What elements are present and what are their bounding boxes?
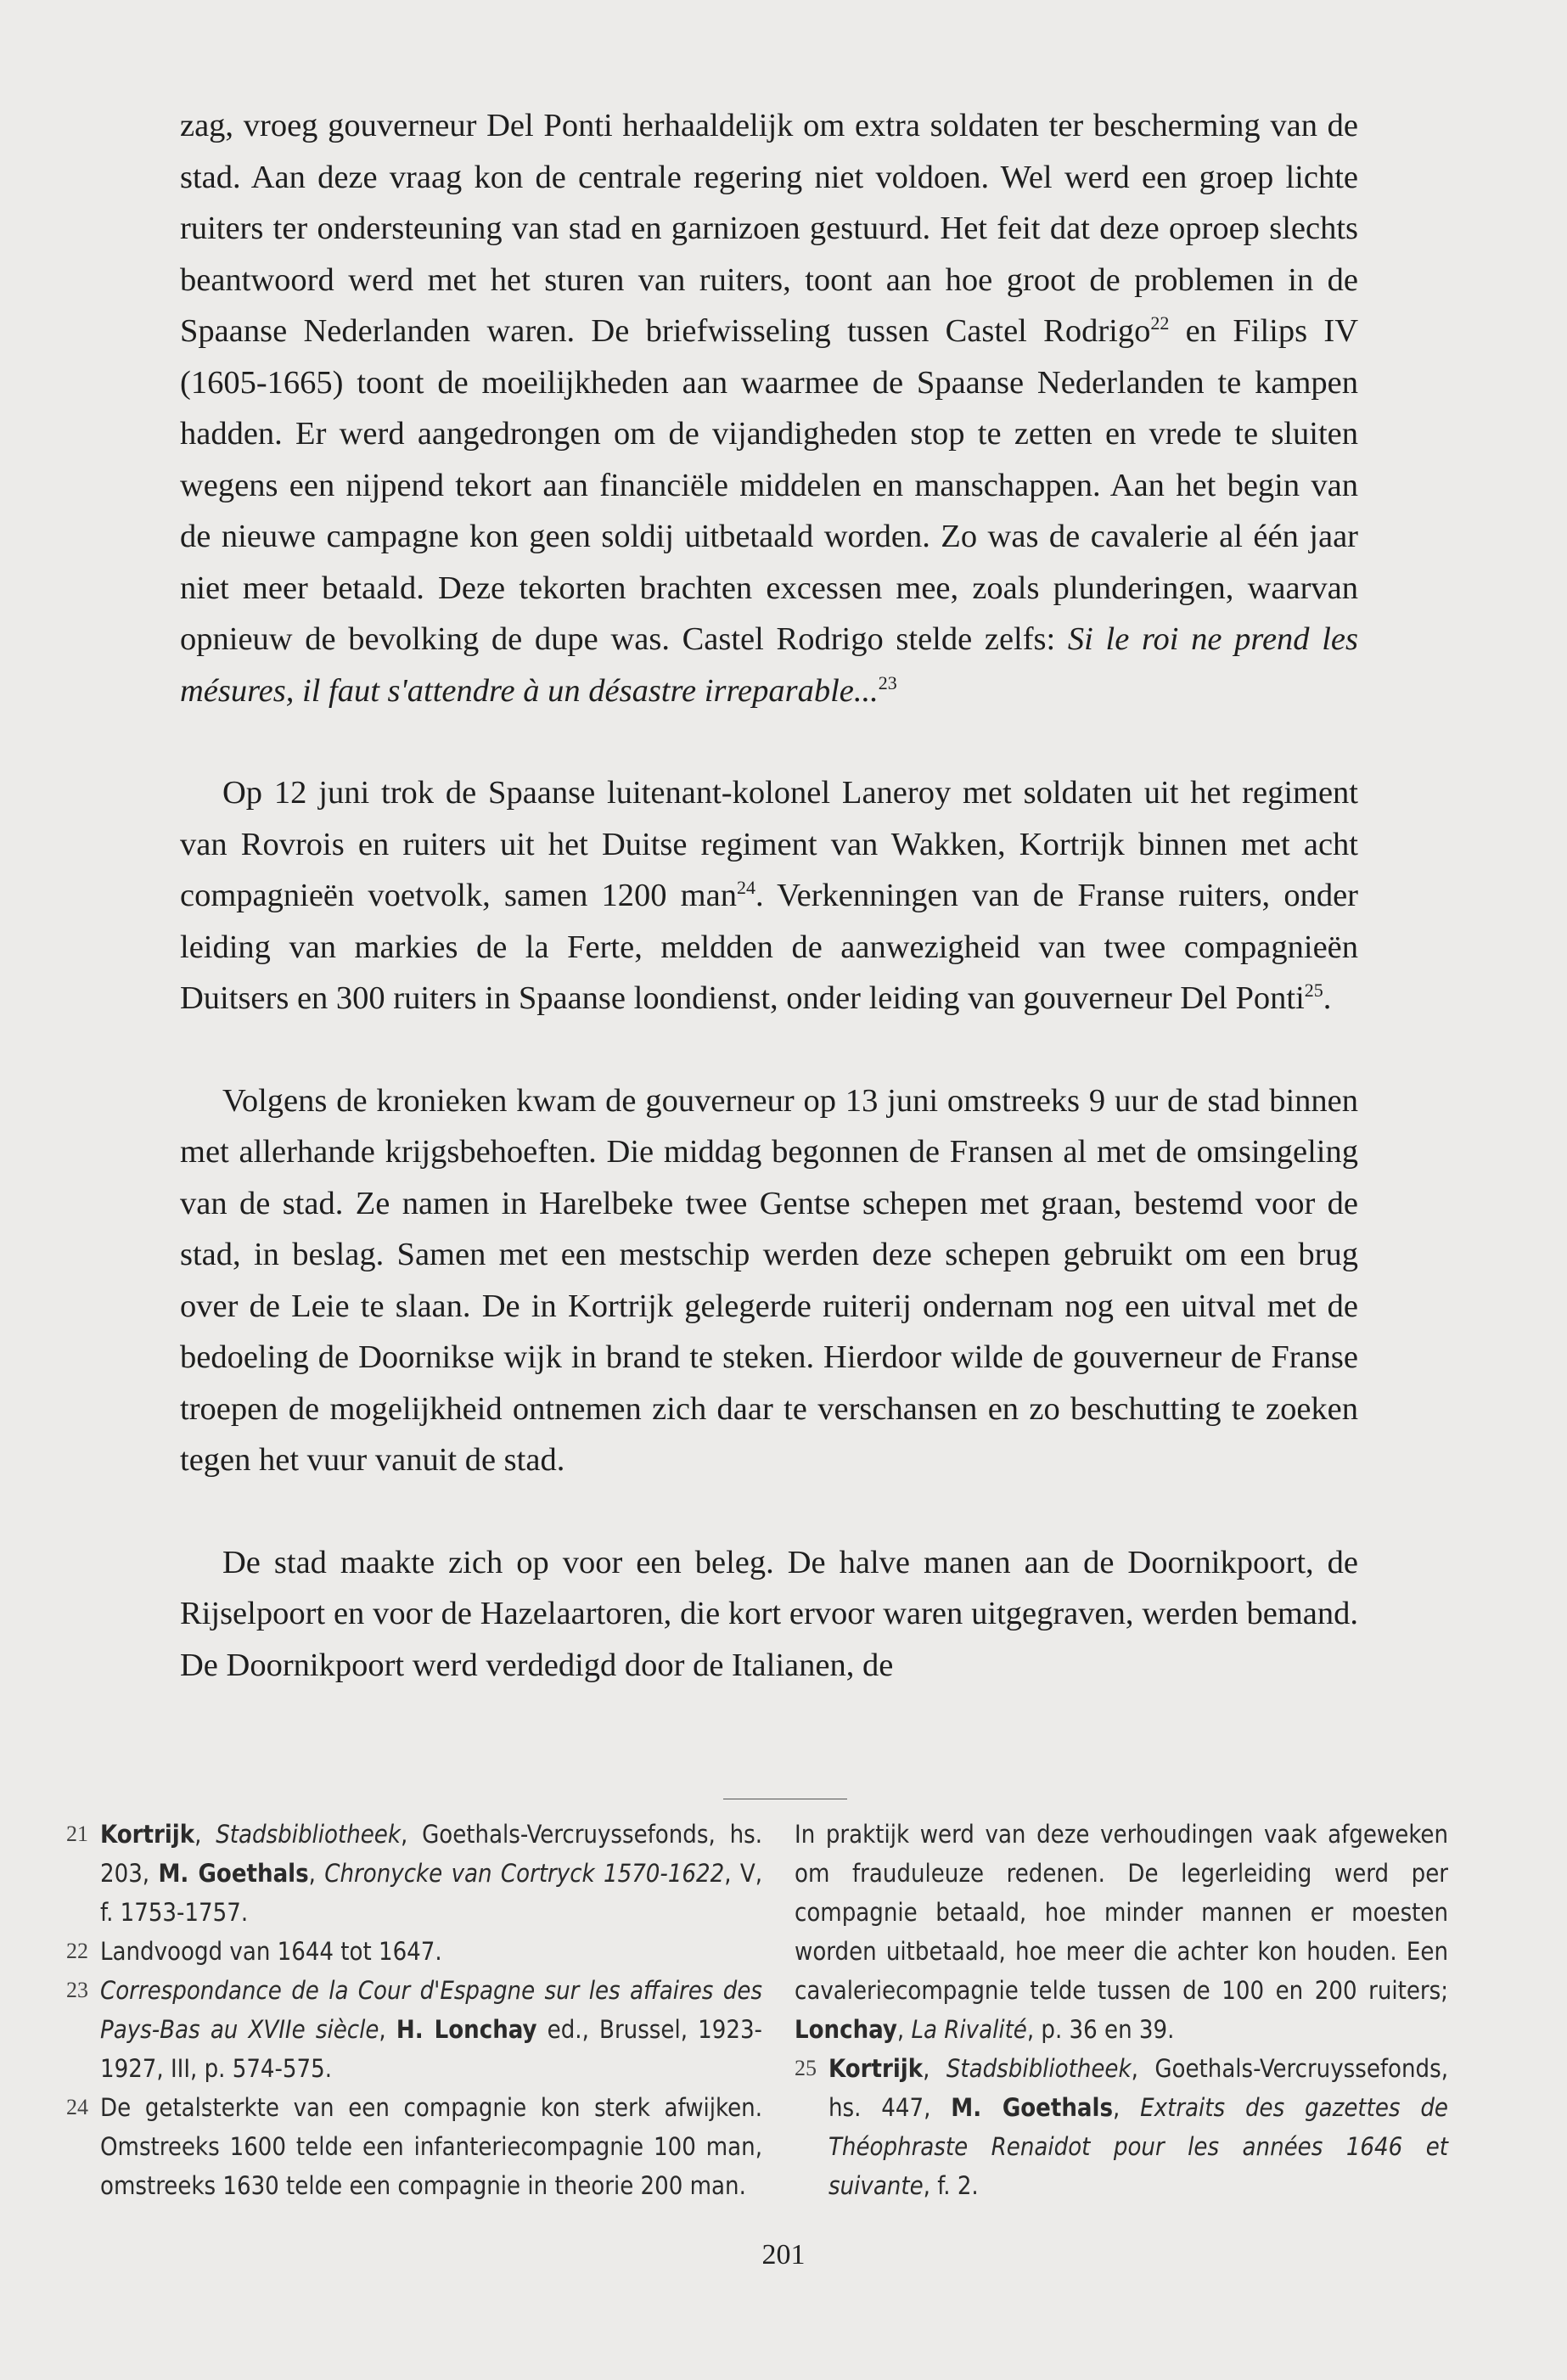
footnote-text: , [1113, 2093, 1141, 2122]
footnote-text: De getalsterkte van een compagnie kon sterk afwijken. Omstreeks 1600 telde een infanteriecompagnie 100 man, omstreeks 1630 telde een compagnie in theorie 200 man. [100, 2093, 762, 2200]
footnote-24 [66, 2088, 762, 2205]
footnote-text: , Goethals-Vercruyssefonds, hs. 447, [828, 2054, 1448, 2122]
footnote-text: , [194, 1820, 216, 1849]
footnote-text: Landvoogd van 1644 tot 1647. [100, 1937, 442, 1966]
footnote-italic: Chronycke van Cortryck 1570-1622 [324, 1859, 725, 1888]
footnote-number: 24 [66, 2095, 88, 2119]
paragraph-4: De stad maakte zich op voor een beleg. De halve manen aan de Doornikpoort, de Rijselpoort en voor de Hazelaartoren, die kort ervoor waren uitgegraven, werden bemand. De Doornikpoort werd verdedigd door de Italianen, de [180, 1544, 1358, 1683]
footnote-number: 25 [795, 2056, 817, 2080]
footnote-25 [795, 2049, 1448, 2205]
footnote-number: 23 [66, 1978, 88, 2002]
footnote-text: , V, f. 1753-1757. [100, 1859, 762, 1927]
footnote-ref-25[interactable]: 25 [1304, 980, 1323, 1002]
footnote-24-continued [795, 1815, 1448, 2049]
footnote-number: 21 [66, 1821, 88, 1846]
footnote-text: In praktijk werd van deze verhoudingen vaak afgeweken om frauduleuze redenen. De legerleiding werd per compagnie betaald, hoe minder mannen er moesten worden uitbetaald, hoe meer die achter kon houden. Een cavaleriecompagnie telde tussen de 100 en 200 ruiters; [795, 1820, 1448, 2005]
footnote-ref-23[interactable]: 23 [878, 671, 897, 693]
footnote-text: , Goethals-Vercruyssefonds, hs. 203, [100, 1820, 762, 1888]
paragraph-2-text-a: Op 12 juni trok de Spaanse luitenant-kolonel Laneroy met soldaten uit het regiment van Rovrois en ruiters uit het Duitse regiment van Wakken, Kortrijk binnen met acht compagnieën voetvolk, samen 1200 man [180, 775, 1358, 913]
footnote-text: , [308, 1859, 325, 1888]
footnote-italic: Extraits des gazettes de Théophraste Renaidot pour les années 1646 et suivante [828, 2093, 1448, 2200]
footnote-bold: M. Goethals [951, 2093, 1113, 2122]
footnote-italic: Stadsbibliotheek [946, 2054, 1132, 2083]
body-text [180, 100, 1358, 1742]
footnote-21 [66, 1815, 762, 1932]
footnote-text: , p. 36 en 39. [1026, 2015, 1175, 2044]
paragraph-1 [180, 100, 1358, 716]
footnote-text: , [896, 2015, 912, 2044]
footnotes-right-column [795, 1815, 1448, 2205]
footnote-text: , [379, 2015, 396, 2044]
french-quote: Si le roi ne prend les mésures, il faut s'attendre à un désastre irreparable... [180, 621, 1358, 709]
paragraph-3: Volgens de kronieken kwam de gouverneur op 13 juni omstreeks 9 uur de stad binnen met allerhande krijgsbehoeften. Die middag begonnen de Fransen al met de omsingeling van de stad. Ze namen in Harelbeke twee Gentse schepen met graan, bestemd voor de stad, in beslag. Samen met een mestschip werden deze schepen gebruikt om een brug over de Leie te slaan. De in Kortrijk gelegerde ruiterij ondernam nog een uitval met de bedoeling de Doornikse wijk in brand te steken. Hierdoor wilde de gouverneur de Franse troepen de mogelijkheid ontnemen zich daar te verschansen en zo beschutting te zoeken tegen het vuur vanuit de stad. [180, 1082, 1358, 1478]
footnote-bold: Kortrijk [100, 1820, 195, 1849]
footnote-text: ed., Brussel, 1923-1927, III, p. 574-575. [100, 2015, 762, 2083]
paragraph-2-text-b: . Verkenningen van de Franse ruiters, onder leiding van markies de la Ferte, meldden de aanwezigheid van twee compagnieën Duitsers en 300 ruiters in Spaanse loondienst, onder leiding van gouverneur Del Ponti [180, 878, 1358, 1016]
footnote-bold: H. Lonchay [396, 2015, 537, 2044]
footnote-bold: M. Goethals [158, 1859, 309, 1888]
footnote-22 [66, 1932, 762, 1971]
footnote-bold: Lonchay [795, 2015, 897, 2044]
footnotes-left-column [66, 1815, 762, 2205]
footnote-ref-22[interactable]: 22 [1150, 312, 1170, 334]
footnote-italic: La Rivalité [911, 2015, 1027, 2044]
footnote-23 [66, 1971, 762, 2088]
page-number: 201 [761, 2239, 806, 2271]
paragraph-2-text-c: . [1323, 980, 1332, 1016]
paragraph-1-text-a: zag, vroeg gouverneur Del Ponti herhaaldelijk om extra soldaten ter bescherming van de stad. Aan deze vraag kon de centrale regering niet voldoen. Wel werd een groep lichte ruiters ter ondersteuning van stad en garnizoen gestuurd. Het feit dat deze oproep slechts beantwoord werd met het sturen van ruiters, toont aan hoe groot de problemen in de Spaanse Nederlanden waren. De briefwisseling tussen Castel Rodrigo [180, 108, 1358, 349]
footnote-bold: Kortrijk [828, 2054, 924, 2083]
paragraph-1-text-b: en Filips IV (1605-1665) toont de moeilijkheden aan waarmee de Spaanse Nederlanden te kampen hadden. Er werd aangedrongen om de vijandigheden stop te zetten en vrede te sluiten wegens een nijpend tekort aan financiële middelen en manschappen. Aan het begin van de nieuwe campagne kon geen soldij uitbetaald worden. Zo was de cavalerie al één jaar niet meer betaald. Deze tekorten brachten excessen mee, zoals plunderingen, waarvan opnieuw de bevolking de dupe was. Castel Rodrigo stelde zelfs: [180, 313, 1358, 657]
footnote-ref-24[interactable]: 24 [736, 877, 755, 899]
footnote-italic: Correspondance de la Cour d'Espagne sur les affaires des Pays-Bas au XVIIe siècle [100, 1976, 762, 2044]
footnote-text: , f. 2. [923, 2171, 979, 2200]
paragraph-2 [180, 767, 1358, 1024]
footnote-italic: Stadsbibliotheek [216, 1820, 401, 1849]
footnote-text: , [923, 2054, 946, 2083]
footnote-number: 22 [66, 1939, 88, 1963]
